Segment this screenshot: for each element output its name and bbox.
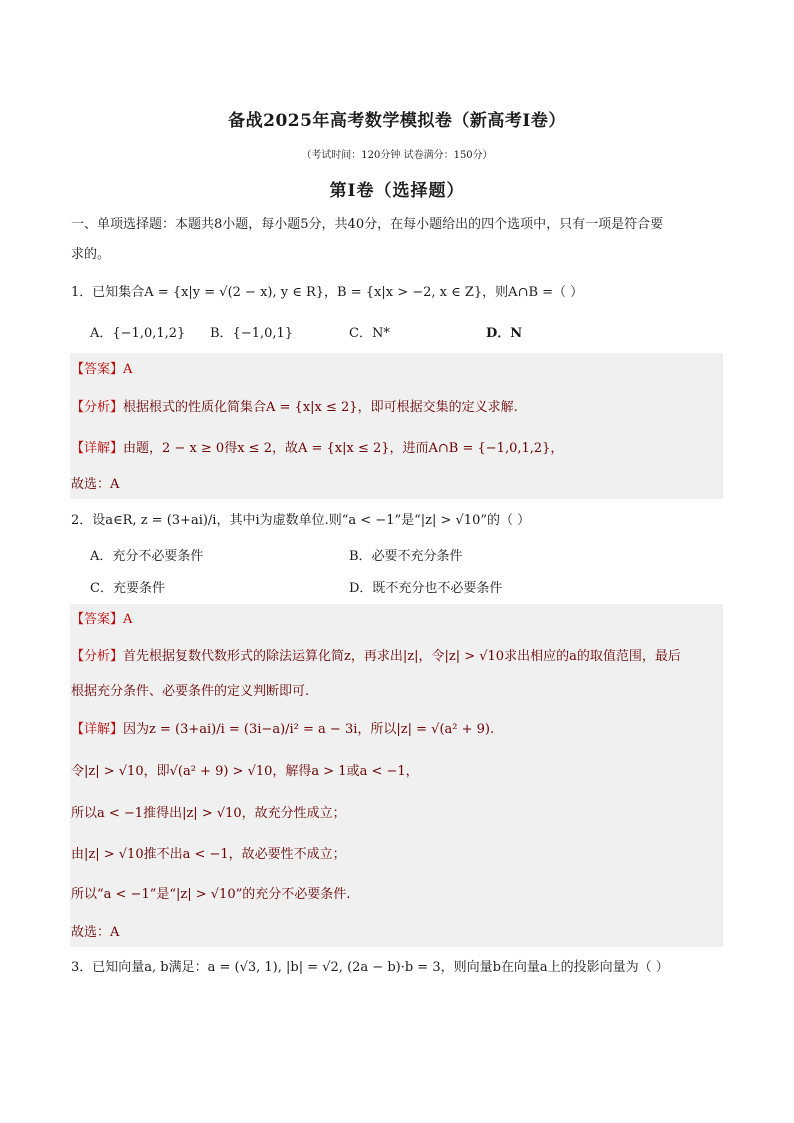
q1-solution-block: [70, 353, 723, 499]
q2-detail-3: 所以a < −1推得出|z| > √10，故充分性成立；: [71, 806, 346, 821]
page-title: 备战2025年高考数学模拟卷（新高考I卷）: [228, 111, 566, 131]
q2-option-d: D．既不充分也不必要条件: [349, 581, 503, 596]
answer-value: A: [123, 612, 133, 627]
analysis-text: 根据根式的性质化简集合A = {x|x ≤ 2}，即可根据交集的定义求解.: [123, 400, 518, 415]
q1-option-b: B．{−1,0,1}: [210, 326, 294, 341]
q2-answer: [71, 612, 132, 628]
answer-tag: 【答案】: [71, 362, 124, 377]
answer-value: A: [123, 362, 133, 377]
section-title: 第I卷（选择题）: [329, 181, 465, 201]
q1-answer: [71, 362, 132, 378]
q1-detail: [71, 441, 563, 457]
exam-info: （考试时间：120分钟 试卷满分：150分）: [301, 150, 493, 161]
q2-stem: 2．设a∈R, z = (3+ai)/i，其中i为虚数单位.则“a < −1”是“|z| > √10”的（ ）: [71, 513, 531, 528]
q2-detail-1: [71, 722, 494, 738]
q1-analysis: [71, 400, 518, 416]
analysis-tag: 【分析】: [71, 400, 124, 415]
detail-text: 由题，2 − x ≥ 0得x ≤ 2，故A = {x|x ≤ 2}，进而A∩B = {−1,0,1,2}，: [123, 441, 564, 456]
q2-detail-4: 由|z| > √10推不出a < −1，故必要性不成立；: [71, 847, 346, 862]
q2-detail-5: 所以“a < −1”是“|z| > √10”的充分不必要条件.: [71, 887, 351, 902]
q2-option-a: A．充分不必要条件: [90, 549, 204, 564]
q1-choice: 故选：A: [71, 477, 120, 492]
q2-analysis-1: [71, 649, 681, 665]
q2-option-b: B．必要不充分条件: [349, 549, 463, 564]
detail-tag: 【详解】: [71, 722, 124, 737]
q1-option-d: D．N: [486, 326, 523, 341]
q3-stem: 3．已知向量a, b满足：a = (√3, 1), |b| = √2, (2a − b)·b = 3，则向量b在向量a上的投影向量为（ ）: [71, 960, 669, 975]
instructions-line-2: 求的。: [71, 247, 111, 262]
q1-stem: 1．已知集合A = {x|y = √(2 − x), y ∈ R}，B = {x|x > −2, x ∈ Z}，则A∩B =（ ）: [71, 285, 584, 300]
analysis-tag: 【分析】: [71, 649, 124, 664]
detail-text: 因为z = (3+ai)/i = (3i−a)/i² = a − 3i，所以|z| = √(a² + 9).: [123, 722, 495, 737]
q1-option-a: A．{−1,0,1,2}: [90, 326, 186, 341]
answer-tag: 【答案】: [71, 612, 124, 627]
analysis-text: 首先根据复数代数形式的除法运算化简z，再求出|z|，令|z| > √10求出相应的a的取值范围，最后: [123, 649, 681, 664]
q2-option-c: C．充要条件: [90, 581, 165, 596]
q1-option-c: C．N*: [349, 326, 390, 341]
instructions-line-1: 一、单项选择题：本题共8小题，每小题5分，共40分，在每小题给出的四个选项中，只有一项是符合要: [71, 217, 664, 232]
q2-detail-2: 令|z| > √10，即√(a² + 9) > √10，解得a > 1或a < −1，: [71, 764, 419, 779]
q2-analysis-2: 根据充分条件、必要条件的定义判断即可.: [71, 684, 310, 699]
detail-tag: 【详解】: [71, 441, 124, 456]
q2-choice: 故选：A: [71, 925, 120, 940]
